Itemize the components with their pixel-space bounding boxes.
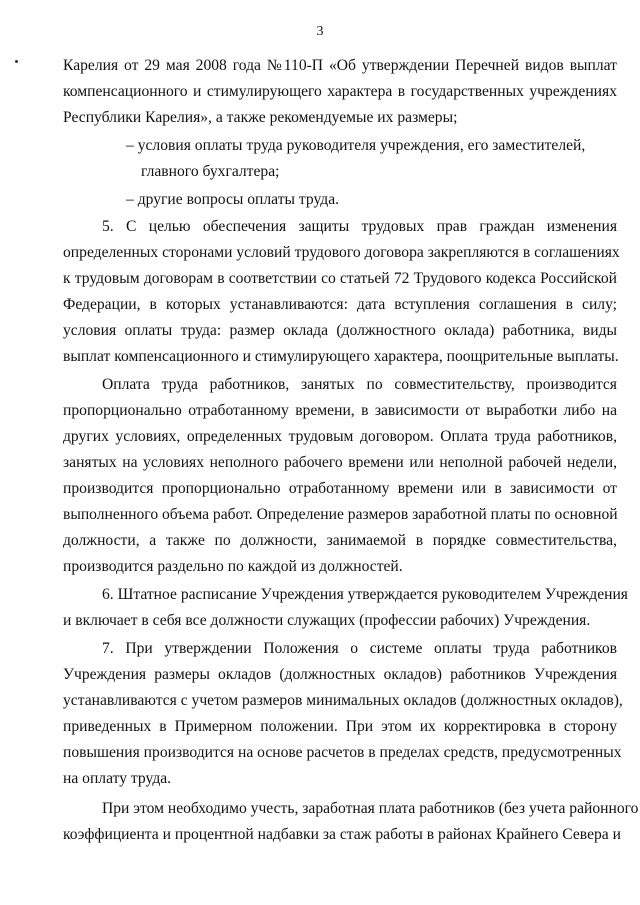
text-line: приведенных в Примерном положении. При этом их корректировка в сторону — [63, 718, 617, 735]
text-line: условия оплаты труда: размер оклада (должностного оклада) работника, виды — [63, 322, 617, 339]
text-line: определенных сторонами условий трудового договора закрепляются в соглашениях — [63, 244, 620, 261]
text-line: других условиях, определенных трудовым договором. Оплата труда работников, — [63, 428, 617, 445]
page-number: 3 — [316, 24, 324, 39]
text-line: компенсационного и стимулирующего характера в государственных учреждениях — [63, 83, 617, 100]
margin-dot — [15, 60, 18, 63]
paragraph-first-line: Оплата труда работников, занятых по совместительству, производится — [102, 376, 617, 393]
text-line: занятых на условиях неполного рабочего времени или неполной рабочей недели, — [63, 454, 617, 471]
text-line: Карелия от 29 мая 2008 года №110-П «Об утверждении Перечней видов выплат — [63, 57, 617, 74]
text-line: на оплату труда. — [63, 770, 172, 787]
list-item: – другие вопросы оплаты труда. — [126, 191, 340, 208]
text-line: выплат компенсационного и стимулирующего характера, поощрительные выплаты. — [63, 348, 619, 365]
list-item-continuation: главного бухгалтера; — [141, 163, 280, 180]
text-line: выполненного объема работ. Определение размеров заработной платы по основной — [63, 506, 618, 523]
text-line: коэффициента и процентной надбавки за стаж работы в районах Крайнего Севера и — [63, 826, 621, 843]
text-line: пропорционально отработанному времени, в зависимости от выработки либо на — [63, 402, 617, 419]
text-line: устанавливаются с учетом размеров минимальных окладов (должностных окладов), — [63, 692, 623, 709]
text-line: Федерации, в которых устанавливаются: дата вступления соглашения в силу; — [63, 296, 617, 313]
list-item: – условия оплаты труда руководителя учреждения, его заместителей, — [126, 137, 586, 154]
text-line: Учреждения размеры окладов (должностных окладов) работников Учреждения — [63, 666, 617, 683]
text-line: к трудовым договорам в соответствии со статьей 72 Трудового кодекса Российской — [63, 270, 617, 287]
text-line: и включает в себя все должности служащих (профессии рабочих) Учреждения. — [63, 612, 591, 629]
text-line: повышения производится на основе расчетов в пределах средств, предусмотренных — [63, 744, 622, 761]
paragraph-5-first-line: 5. С целью обеспечения защиты трудовых прав граждан изменения — [102, 218, 617, 235]
paragraph-6-first-line: 6. Штатное расписание Учреждения утверждается руководителем Учреждения — [102, 586, 628, 603]
text-line: должности, а также по должности, занимаемой в порядке совместительства, — [63, 532, 617, 549]
text-line: производится раздельно по каждой из должностей. — [63, 558, 403, 575]
text-line: Республики Карелия», а также рекомендуемые их размеры; — [63, 109, 458, 126]
text-line: производится пропорционально отработанному времени или в зависимости от — [63, 480, 617, 497]
paragraph-7-first-line: 7. При утверждении Положения о системе оплаты труда работников — [102, 640, 617, 657]
paragraph-first-line: При этом необходимо учесть, заработная плата работников (без учета районного — [102, 800, 639, 817]
